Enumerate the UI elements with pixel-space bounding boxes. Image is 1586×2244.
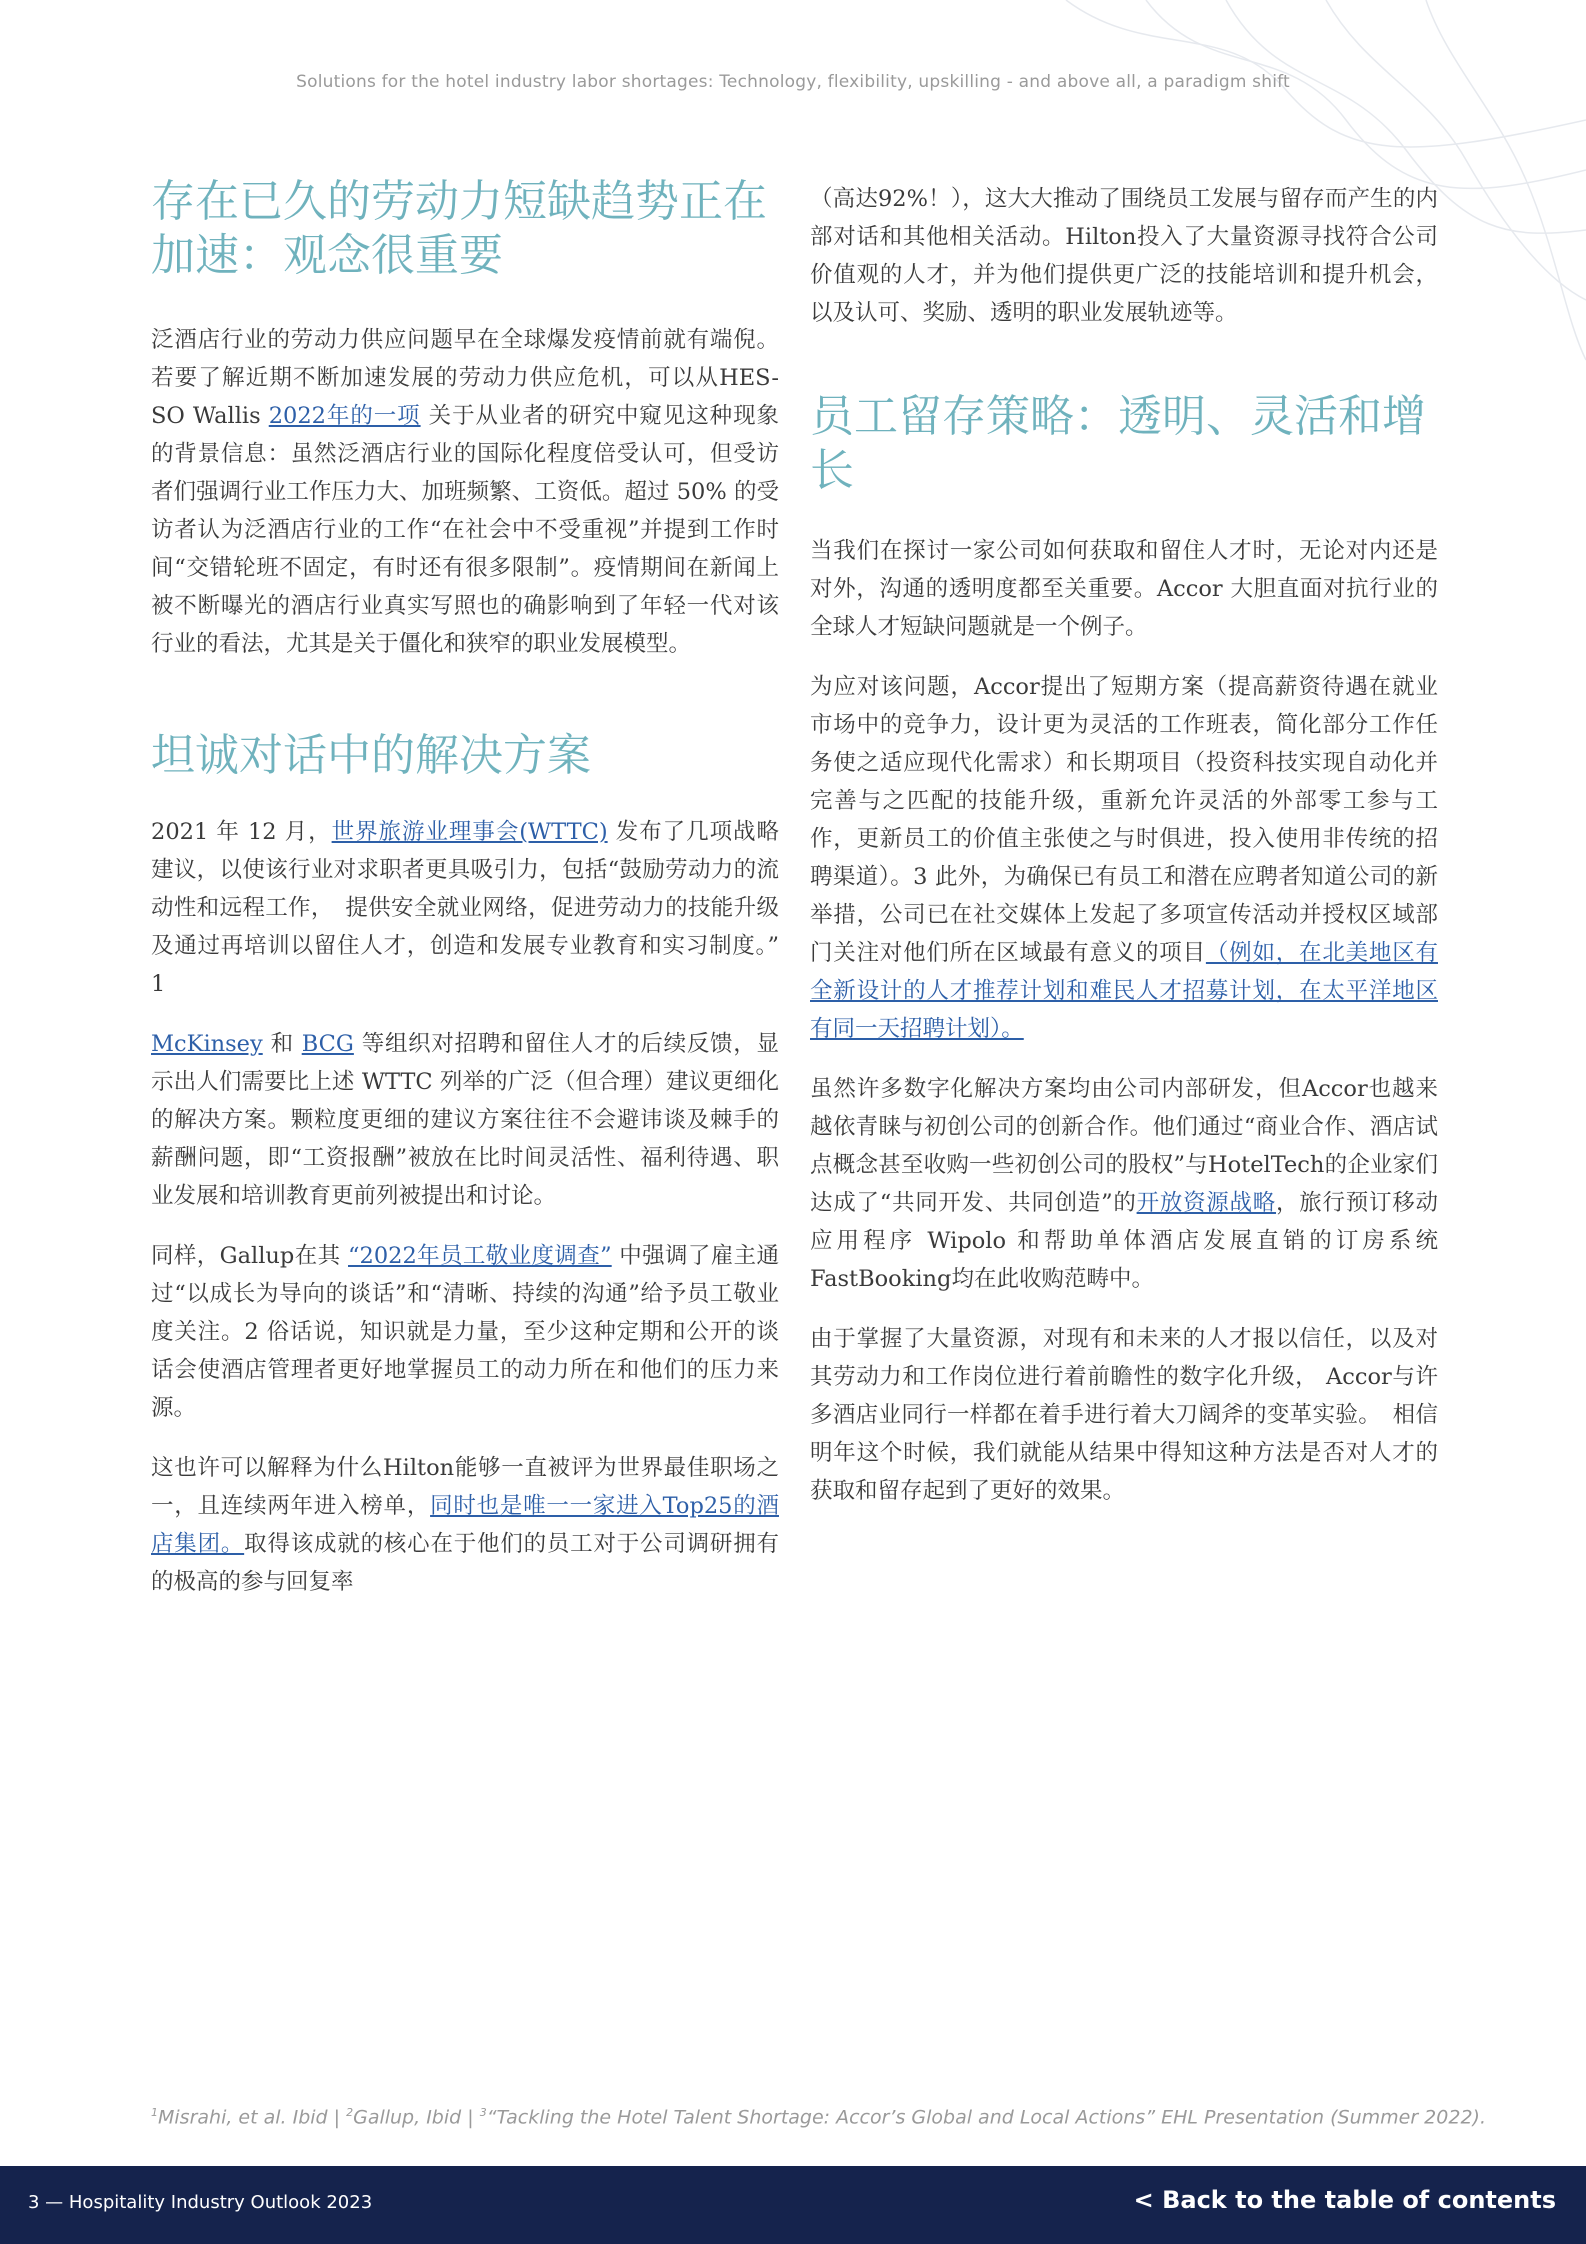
paragraph-accor-transparency: 当我们在探讨一家公司如何获取和留住人才时，无论对内还是对外，沟通的透明度都至关重要。Accor 大胆直面对抗行业的全球人才短缺问题就是一个例子。 [810, 538, 1438, 640]
wttc-link[interactable]: 世界旅游业理事会(WTTC) [331, 819, 608, 845]
open-resources-strategy-link[interactable]: 开放资源战略 [1136, 1190, 1277, 1216]
left-column [151, 175, 779, 1601]
gallup-survey-link[interactable]: “2022年员工敬业度调查” [348, 1243, 612, 1269]
paragraph-hilton: 这也许可以解释为什么Hilton能够一直被评为世界最佳职场之一，且连续两年进入榜单，同时也是唯一一家进入Top25的酒店集团。取得该成就的核心在于他们的员工对于公司调研拥有的极高的参与回复率 [151, 1455, 779, 1595]
footer-bar [0, 2166, 1586, 2244]
hes-so-study-link[interactable]: 2022年的一项 [268, 403, 421, 429]
paragraph-wttc: 2021 年 12 月，世界旅游业理事会(WTTC) 发布了几项战略建议，以使该行业对求职者更具吸引力，包括“鼓励劳动力的流动性和远程工作， 提供安全就业网络，促进劳动力的技能升级及通过再培训以留住人才，创造和发展专业教育和实习制度。” 1 [151, 819, 779, 997]
paragraph-accor-plans: 为应对该问题，Accor提出了短期方案（提高薪资待遇在就业市场中的竞争力，设计更为灵活的工作班表，简化部分工作任务使之适应现代化需求）和长期项目（投资科技实现自动化并完善与之匹配的技能升级，重新允许灵活的外部零工参与工作，更新员工的价值主张使之与时俱进，投入使用非传统的招聘渠道）。3 此外，为确保已有员工和潜在应聘者知道公司的新举措，公司已在社交媒体上发起了多项宣传活动并授权区域部门关注对他们所在区域最有意义的项目（例如，在北美地区有全新设计的人才推荐计划和难民人才招募计划，在太平洋地区有同一天招聘计划）。 [810, 674, 1438, 1042]
mckinsey-link[interactable]: McKinsey [151, 1031, 263, 1057]
running-header: Solutions for the hotel industry labor shortages: Technology, flexibility, upskilling - and above all, a paradigm shift [296, 72, 1290, 92]
paragraph-accor-conclusion: 由于掌握了大量资源，对现有和未来的人才报以信任，以及对其劳动力和工作岗位进行着前瞻性的数字化升级， Accor与许多酒店业同行一样都在着手进行着大刀阔斧的变革实验。 相信明年这个时候，我们就能从结果中得知这种方法是否对人才的获取和留存起到了更好的效果。 [810, 1326, 1438, 1504]
paragraph-labor-supply: 泛酒店行业的劳动力供应问题早在全球爆发疫情前就有端倪。若要了解近期不断加速发展的劳动力供应危机，可以从HES-SO Wallis 2022年的一项 关于从业者的研究中窥见这种现象的背景信息：虽然泛酒店行业的国际化程度倍受认可，但受访者们强调行业工作压力大、加班频繁、工资低。超过 50% 的受访者认为泛酒店行业的工作“在社会中不受重视”并提到工作时间“交错轮班不固定，有时还有很多限制”。疫情期间在新闻上被不断曝光的酒店行业真实写照也的确影响到了年轻一代对该行业的看法，尤其是关于僵化和狭窄的职业发展模型。 [151, 327, 780, 657]
paragraph-hilton-continued: （高达92%！），这大大推动了围绕员工发展与留存而产生的内部对话和其他相关活动。Hilton投入了大量资源寻找符合公司价值观的人才，并为他们提供更广泛的技能培训和提升机会，以及认可、奖励、透明的职业发展轨迹等。 [810, 186, 1438, 326]
paragraph-mckinsey-bcg: McKinsey 和 BCG 等组织对招聘和留住人才的后续反馈，显示出人们需要比上述 WTTC 列举的广泛（但合理）建议更细化的解决方案。颗粒度更细的建议方案往往不会避讳谈及棘手的薪酬问题，即“工资报酬”被放在比时间灵活性、福利待遇、职业发展和培训教育更前列被提出和讨论。 [151, 1031, 780, 1209]
bcg-link[interactable]: BCG [301, 1031, 354, 1057]
paragraph-gallup: 同样，Gallup在其 “2022年员工敬业度调查” 中强调了雇主通过“以成长为导向的谈话”和“清晰、持续的沟通”给予员工敬业度关注。2 俗话说，知识就是力量，至少这种定期和公开的谈话会使酒店管理者更好地掌握员工的动力所在和他们的压力来源。 [151, 1243, 779, 1421]
hilton-top25-link[interactable]: 同时也是唯一一家进入Top25的酒店集团。 [151, 1493, 779, 1557]
section-heading-labor-shortage: 存在已久的劳动力短缺趋势正在加速：观念很重要 [151, 176, 767, 281]
accor-programs-link[interactable]: （例如，在北美地区有全新设计的人才推荐计划和难民人才招募计划，在太平洋地区有同一天招聘计划）。 [810, 940, 1438, 1042]
section-heading-dialogue-solutions: 坦诚对话中的解决方案 [151, 730, 591, 781]
right-column [810, 175, 1438, 1510]
section-heading-retention-strategy: 员工留存策略：透明、灵活和增长 [810, 391, 1426, 496]
paragraph-accor-startups: 虽然许多数字化解决方案均由公司内部研发，但Accor也越来越依青睐与初创公司的创新合作。他们通过“商业合作、酒店试点概念甚至收购一些初创公司的股权”与HotelTech的企业家们达成了“共同开发、共同创造”的开放资源战略，旅行预订移动应用程序 Wipolo 和帮助单体酒店发展直销的订房系统 FastBooking均在此收购范畴中。 [810, 1076, 1438, 1292]
footnotes: $^1$Misrahi, et al. Ibid | $^2$Gallup, Ibid | $^3$“Tackling the Hotel Talent Shortage: Accor’s Global and Local Actions” EHL Presentation (Summer 2022). [151, 2106, 1486, 2129]
page-number-label: 3 — Hospitality Industry Outlook 2023 [28, 2192, 373, 2213]
back-to-toc-link[interactable]: < Back to the table of contents [1133, 2186, 1556, 2214]
